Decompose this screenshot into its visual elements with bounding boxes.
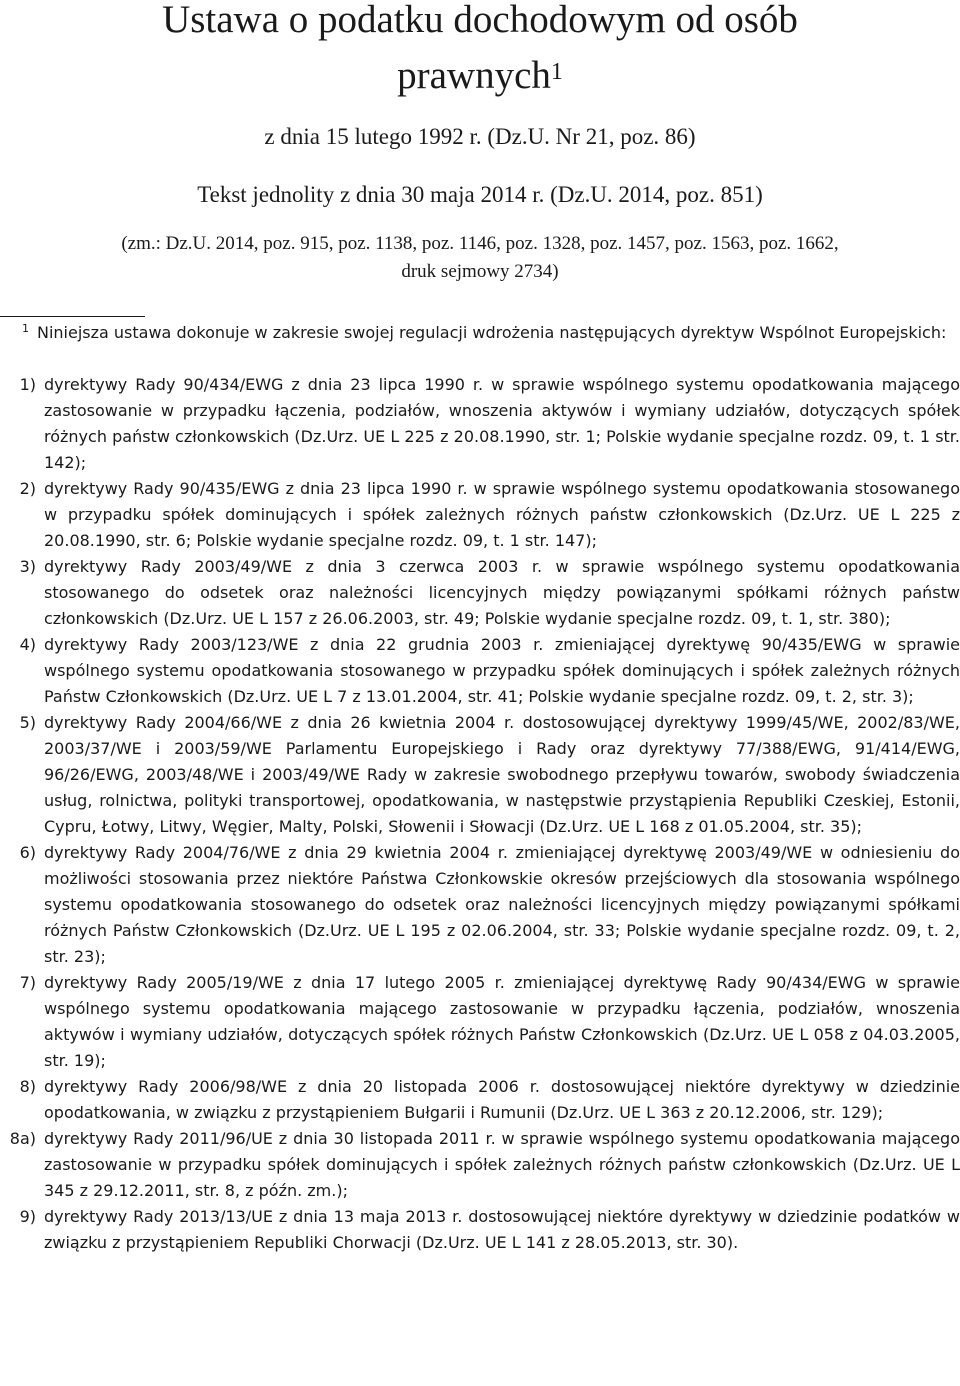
- list-item-text: dyrektywy Rady 2013/13/UE z dnia 13 maja 2013 r. dostosowującej niektóre dyrektywy w dziedzinie podatków w związku z przystąpieniem Republiki Chorwacji (Dz.Urz. UE L 141 z 28.05.2013, str. 30).: [44, 1207, 960, 1252]
- footnote-divider: [0, 316, 145, 317]
- list-item-text: dyrektywy Rady 90/434/EWG z dnia 23 lipca 1990 r. w sprawie wspólnego systemu opodatkowania mającego zastosowanie w przypadku łączenia, podziałów, wnoszenia aktywów i wymiany udziałów, dotyczących spółek różnych państw członkowskich (Dz.Urz. UE L 225 z 20.08.1990, str. 1; Polskie wydanie specjalne rozdz. 09, t. 1 str. 142);: [44, 375, 960, 472]
- list-item-text: dyrektywy Rady 2003/49/WE z dnia 3 czerwca 2003 r. w sprawie wspólnego systemu opodatkowania stosowanego do odsetek oraz należności licencyjnych między powiązanymi spółkami różnych państw członkowskich (Dz.Urz. UE L 157 z 26.06.2003, str. 49; Polskie wydanie specjalne rozdz. 09, t. 1, str. 380);: [44, 557, 960, 628]
- consolidated-text-line: Tekst jednolity z dnia 30 maja 2014 r. (Dz.U. 2014, poz. 851): [197, 182, 763, 207]
- document-title: [0, 0, 960, 104]
- list-item-text: dyrektywy Rady 2004/66/WE z dnia 26 kwietnia 2004 r. dostosowującej dyrektywy 1999/45/WE, 2002/83/WE, 2003/37/WE i 2003/59/WE Parlamentu Europejskiego i Rady oraz dyrektywy 77/388/EWG, 91/414/EWG, 96/26/EWG, 2003/48/WE i 2003/49/WE Rady w zakresie swobodnego przepływu towarów, swobody świadczenia usług, rolnictwa, polityki transportowej, opodatkowania, w następstwie przystąpienia Republiki Czeskiej, Estonii, Cypru, Łotwy, Litwy, Węgier, Malty, Polski, Słowenii i Słowacji (Dz.Urz. UE L 168 z 01.05.2004, str. 35);: [44, 713, 960, 836]
- title-line-1: Ustawa o podatku dochodowym od osób: [162, 0, 798, 41]
- directive-list: [0, 372, 960, 1256]
- list-item-text: dyrektywy Rady 2005/19/WE z dnia 17 lutego 2005 r. zmieniającej dyrektywę Rady 90/434/EWG w sprawie wspólnego systemu opodatkowania mającego zastosowanie w przypadku łączenia, podziałów, wnoszenia aktywów i wymiany udziałów, dotyczących spółek różnych Państw Członkowskich (Dz.Urz. UE L 058 z 04.03.2005, str. 19);: [44, 973, 960, 1070]
- list-item-number: 9): [19, 1207, 36, 1226]
- list-item: [0, 1074, 960, 1126]
- footnote-intro: [0, 320, 960, 348]
- list-item: [0, 632, 960, 710]
- list-item: [0, 372, 960, 476]
- list-item-number: 7): [19, 973, 36, 992]
- list-item: [0, 710, 960, 840]
- enactment-date: z dnia 15 lutego 1992 r. (Dz.U. Nr 21, poz. 86): [264, 124, 696, 149]
- list-item: [0, 970, 960, 1074]
- list-item-text: dyrektywy Rady 2011/96/UE z dnia 30 listopada 2011 r. w sprawie wspólnego systemu opodatkowania mającego zastosowanie w przypadku spółek dominujących i spółek zależnych różnych państw członkowskich (Dz.Urz. UE L 345 z 29.12.2011, str. 8, z późn. zm.);: [44, 1129, 960, 1200]
- list-item-text: dyrektywy Rady 90/435/EWG z dnia 23 lipca 1990 r. w sprawie wspólnego systemu opodatkowania stosowanego w przypadku spółek dominujących i spółek zależnych różnych państw członkowskich (Dz.Urz. UE L 225 z 20.08.1990, str. 6; Polskie wydanie specjalne rozdz. 09, t. 1 str. 147);: [44, 479, 960, 550]
- list-item-number: 6): [19, 843, 36, 862]
- list-item: [0, 1204, 960, 1256]
- list-item-text: dyrektywy Rady 2004/76/WE z dnia 29 kwietnia 2004 r. zmieniającej dyrektywę 2003/49/WE w odniesieniu do możliwości stosowania przez niektóre Państwa Członkowskie okresów przejściowych dla stosowania wspólnego systemu opodatkowania stosowanego do odsetek oraz należności licencyjnych między powiązanymi spółkami różnych Państw Członkowskich (Dz.Urz. UE L 195 z 02.06.2004, str. 33; Polskie wydanie specjalne rozdz. 09, t. 2, str. 23);: [44, 843, 960, 966]
- footnote-marker: 1: [22, 322, 29, 335]
- list-item-number: 8a): [9, 1129, 36, 1148]
- footnote-intro-text: Niniejsza ustawa dokonuje w zakresie swojej regulacji wdrożenia następujących dyrektyw Wspólnot Europejskich:: [37, 323, 947, 342]
- list-item-number: 1): [19, 375, 36, 394]
- list-item: [0, 1126, 960, 1204]
- list-item: [0, 476, 960, 554]
- list-item: [0, 840, 960, 970]
- list-item: [0, 554, 960, 632]
- title-footnote-marker: 1: [550, 59, 563, 85]
- list-item-number: 5): [19, 713, 36, 732]
- amendments-line-1: (zm.: Dz.U. 2014, poz. 915, poz. 1138, poz. 1146, poz. 1328, poz. 1457, poz. 1563, poz. 1662,: [121, 233, 839, 254]
- list-item-number: 4): [19, 635, 36, 654]
- amendments-list: [0, 230, 960, 286]
- list-item-number: 3): [19, 557, 36, 576]
- amendments-line-2: druk sejmowy 2734): [401, 261, 559, 282]
- list-item-number: 8): [19, 1077, 36, 1096]
- list-item-text: dyrektywy Rady 2003/123/WE z dnia 22 grudnia 2003 r. zmieniającej dyrektywę 90/435/EWG w sprawie wspólnego systemu opodatkowania stosowanego w przypadku spółek dominujących i spółek zależnych różnych Państw Członkowskich (Dz.Urz. UE L 7 z 13.01.2004, str. 41; Polskie wydanie specjalne rozdz. 09, t. 2, str. 3);: [44, 635, 960, 706]
- list-item-text: dyrektywy Rady 2006/98/WE z dnia 20 listopada 2006 r. dostosowującej niektóre dyrektywy w dziedzinie opodatkowania, w związku z przystąpieniem Bułgarii i Rumunii (Dz.Urz. UE L 363 z 20.12.2006, str. 129);: [44, 1077, 960, 1122]
- title-line-2: prawnych: [397, 54, 551, 97]
- list-item-number: 2): [19, 479, 36, 498]
